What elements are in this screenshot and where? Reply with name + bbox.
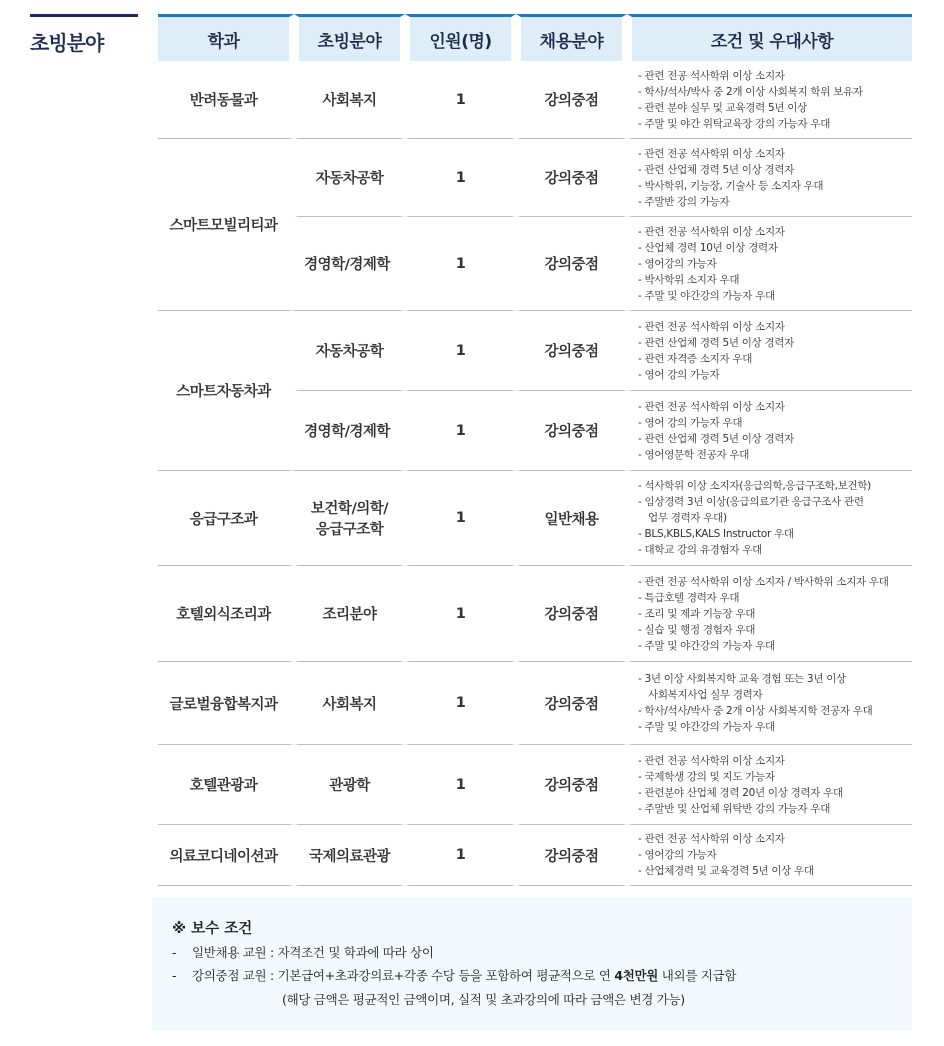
condition-line: - 박사학위, 기능장, 기술사 등 소지자 우대 — [638, 179, 824, 192]
table-row — [158, 139, 912, 217]
pay-label: 일반채용 교원 : — [192, 945, 278, 960]
hire-cell: 강의중점 — [516, 662, 627, 745]
pay-line-general — [172, 943, 434, 961]
count-cell: 1 — [405, 662, 516, 745]
field-cell: 자동차공학 — [294, 139, 405, 217]
header-conditions: 조건 및 우대사항 — [627, 14, 912, 61]
pay-label: 강의중점 교원 : — [192, 968, 278, 983]
condition-line: - 임상경력 3년 이상(응급의료기관 응급구조사 관련 — [638, 496, 864, 508]
condition-line: - 영어 강의 가능자 우대 — [638, 416, 743, 429]
count-cell: 1 — [405, 139, 516, 217]
condition-line: - 실습 및 행정 경험자 우대 — [638, 623, 756, 636]
count-cell: 1 — [405, 391, 516, 471]
dept-cell: 응급구조과 — [158, 471, 294, 566]
condition-line: - 학사/석사/박사 중 2개 이상 사회복지학 전공자 우대 — [638, 705, 873, 717]
hire-cell: 강의중점 — [516, 217, 627, 311]
dept-cell: 의료코디네이션과 — [158, 825, 294, 886]
hire-cell: 강의중점 — [516, 139, 627, 217]
hire-cell: 강의중점 — [516, 825, 627, 886]
dept-cell: 스마트자동차과 — [158, 311, 294, 471]
count-cell: 1 — [405, 311, 516, 391]
condition-line: - 대학교 강의 유경험자 우대 — [638, 544, 762, 556]
pay-text: 자격조건 및 학과에 따라 상이 — [277, 945, 434, 960]
pay-note: (해당 금액은 평균적인 금액이며, 실적 및 초과강의에 따라 금액은 변경 가능) — [282, 992, 685, 1007]
header-dept: 학과 — [158, 14, 294, 61]
dept-cell: 글로벌융합복지과 — [158, 662, 294, 745]
field-cell: 사회복지 — [294, 61, 405, 139]
conditions-cell — [627, 662, 912, 745]
field-line: 보건학/의학/ — [310, 501, 389, 517]
hire-cell: 강의중점 — [516, 311, 627, 391]
condition-line: - 주말반 및 산업체 위탁반 강의 가능자 우대 — [638, 802, 831, 815]
field-cell: 경영학/경제학 — [294, 391, 405, 471]
condition-line: - 영어영문학 전공자 우대 — [638, 448, 750, 461]
field-line: 응급구조학 — [315, 522, 384, 538]
dept-cell: 반려동물과 — [158, 61, 294, 139]
condition-line: - 특급호텔 경력자 우대 — [638, 591, 740, 604]
conditions-cell — [627, 471, 912, 566]
condition-line: - 관련 전공 석사학위 이상 소지자 — [638, 400, 785, 413]
count-cell: 1 — [405, 566, 516, 662]
bullet-dash: - — [172, 968, 177, 983]
conditions-cell — [627, 745, 912, 825]
condition-line: 업무 경력자 우대) — [648, 512, 727, 524]
condition-line: - 관련 전공 석사학위 이상 소지자 — [638, 69, 785, 82]
hire-cell: 강의중점 — [516, 566, 627, 662]
hire-cell: 강의중점 — [516, 391, 627, 471]
field-cell: 관광학 — [294, 745, 405, 825]
hire-cell: 강의중점 — [516, 745, 627, 825]
condition-line: - 관련분야 산업체 경력 20년 이상 경력자 우대 — [638, 786, 843, 799]
condition-line: - 영어 강의 가능자 — [638, 368, 720, 381]
count-cell: 1 — [405, 471, 516, 566]
condition-line: - BLS,KBLS,KALS Instructor 우대 — [638, 528, 794, 540]
table-row — [158, 471, 912, 566]
pay-text: 기본급여+초과강의료+각종 수당 등을 포함하여 평균적으로 연 — [277, 968, 615, 983]
count-cell: 1 — [405, 745, 516, 825]
hire-cell: 일반채용 — [516, 471, 627, 566]
dept-cell: 호텔관광과 — [158, 745, 294, 825]
field-cell: 자동차공학 — [294, 311, 405, 391]
condition-line: - 조리 및 제과 기능장 우대 — [638, 607, 756, 620]
table-row — [158, 825, 912, 886]
condition-line: - 주말 및 야간 위탁교육장 강의 가능자 우대 — [638, 117, 831, 130]
count-cell: 1 — [405, 61, 516, 139]
count-cell: 1 — [405, 825, 516, 886]
recruitment-table — [158, 14, 912, 886]
field-cell: 국제의료관광 — [294, 825, 405, 886]
table-header-row — [158, 14, 912, 61]
condition-line: - 주말 및 야간강의 가능자 우대 — [638, 721, 775, 733]
table-row — [158, 311, 912, 391]
condition-line: - 학사/석사/박사 중 2개 이상 사회복지 학위 보유자 — [638, 85, 863, 98]
condition-line: - 관련 산업체 경력 5년 이상 경력자 — [638, 432, 795, 445]
condition-line: - 관련 산업체 경력 5년 이상 경력자 — [638, 336, 795, 349]
field-cell: 사회복지 — [294, 662, 405, 745]
condition-line: - 주말반 강의 가능자 — [638, 195, 730, 208]
header-field: 초빙분야 — [294, 14, 405, 61]
table-row — [158, 745, 912, 825]
condition-line: - 관련 산업체 경력 5년 이상 경력자 — [638, 163, 795, 176]
field-cell: 조리분야 — [294, 566, 405, 662]
conditions-cell — [627, 566, 912, 662]
header-hire-type: 채용분야 — [516, 14, 627, 61]
count-cell: 1 — [405, 217, 516, 311]
conditions-cell — [627, 61, 912, 139]
condition-line: - 국제학생 강의 및 지도 가능자 — [638, 770, 775, 783]
condition-line: - 영어강의 가능자 — [638, 849, 717, 861]
condition-line: - 관련 전공 석사학위 이상 소지자 — [638, 225, 785, 238]
dept-cell: 호텔외식조리과 — [158, 566, 294, 662]
condition-line: - 주말 및 야간강의 가능자 우대 — [638, 289, 775, 302]
conditions-cell — [627, 311, 912, 391]
table-row — [158, 662, 912, 745]
condition-line: - 관련 분야 실무 및 교육경력 5년 이상 — [638, 101, 807, 114]
conditions-cell — [627, 391, 912, 471]
dept-cell: 스마트모빌리티과 — [158, 139, 294, 311]
conditions-cell — [627, 139, 912, 217]
condition-line: - 영어강의 가능자 — [638, 257, 717, 270]
condition-line: - 관련 전공 석사학위 이상 소지자 — [638, 147, 785, 160]
field-cell: 경영학/경제학 — [294, 217, 405, 311]
condition-line: - 산업체경력 및 교육경력 5년 이상 우대 — [638, 865, 814, 877]
condition-line: - 관련 전공 석사학위 이상 소지자 — [638, 754, 785, 767]
bullet-dash: - — [172, 945, 177, 960]
pay-conditions-box — [152, 897, 912, 1031]
condition-line: - 산업체 경력 10년 이상 경력자 — [638, 241, 778, 254]
conditions-cell — [627, 217, 912, 311]
pay-text: 내외를 지급함 — [658, 968, 737, 983]
condition-line: - 관련 전공 석사학위 이상 소지자 — [638, 320, 785, 333]
table-row — [158, 61, 912, 139]
pay-amount: 4천만원 — [614, 968, 659, 983]
condition-line: - 석사학위 이상 소지자(응급의학,응급구조학,보건학) — [638, 480, 871, 492]
condition-line: - 3년 이상 사회복지학 교육 경험 또는 3년 이상 — [638, 673, 846, 685]
condition-line: - 관련 전공 석사학위 이상 소지자 / 박사학위 소지자 우대 — [638, 575, 889, 588]
condition-line: 사회복지사업 실무 경력자 — [648, 689, 763, 701]
conditions-cell — [627, 825, 912, 886]
condition-line: - 주말 및 야간강의 가능자 우대 — [638, 639, 775, 652]
section-title: 초빙분야 — [30, 31, 104, 55]
condition-line: - 관련 자격증 소지자 우대 — [638, 352, 753, 365]
condition-line: - 박사학위 소지자 우대 — [638, 273, 740, 286]
pay-title: ※ 보수 조건 — [172, 921, 253, 937]
field-cell — [294, 471, 405, 566]
table-row — [158, 566, 912, 662]
hire-cell: 강의중점 — [516, 61, 627, 139]
header-count: 인원(명) — [405, 14, 516, 61]
section-title-underline — [30, 14, 138, 17]
pay-line-lecture — [172, 966, 736, 984]
condition-line: - 관련 전공 석사학위 이상 소지자 — [638, 833, 785, 845]
